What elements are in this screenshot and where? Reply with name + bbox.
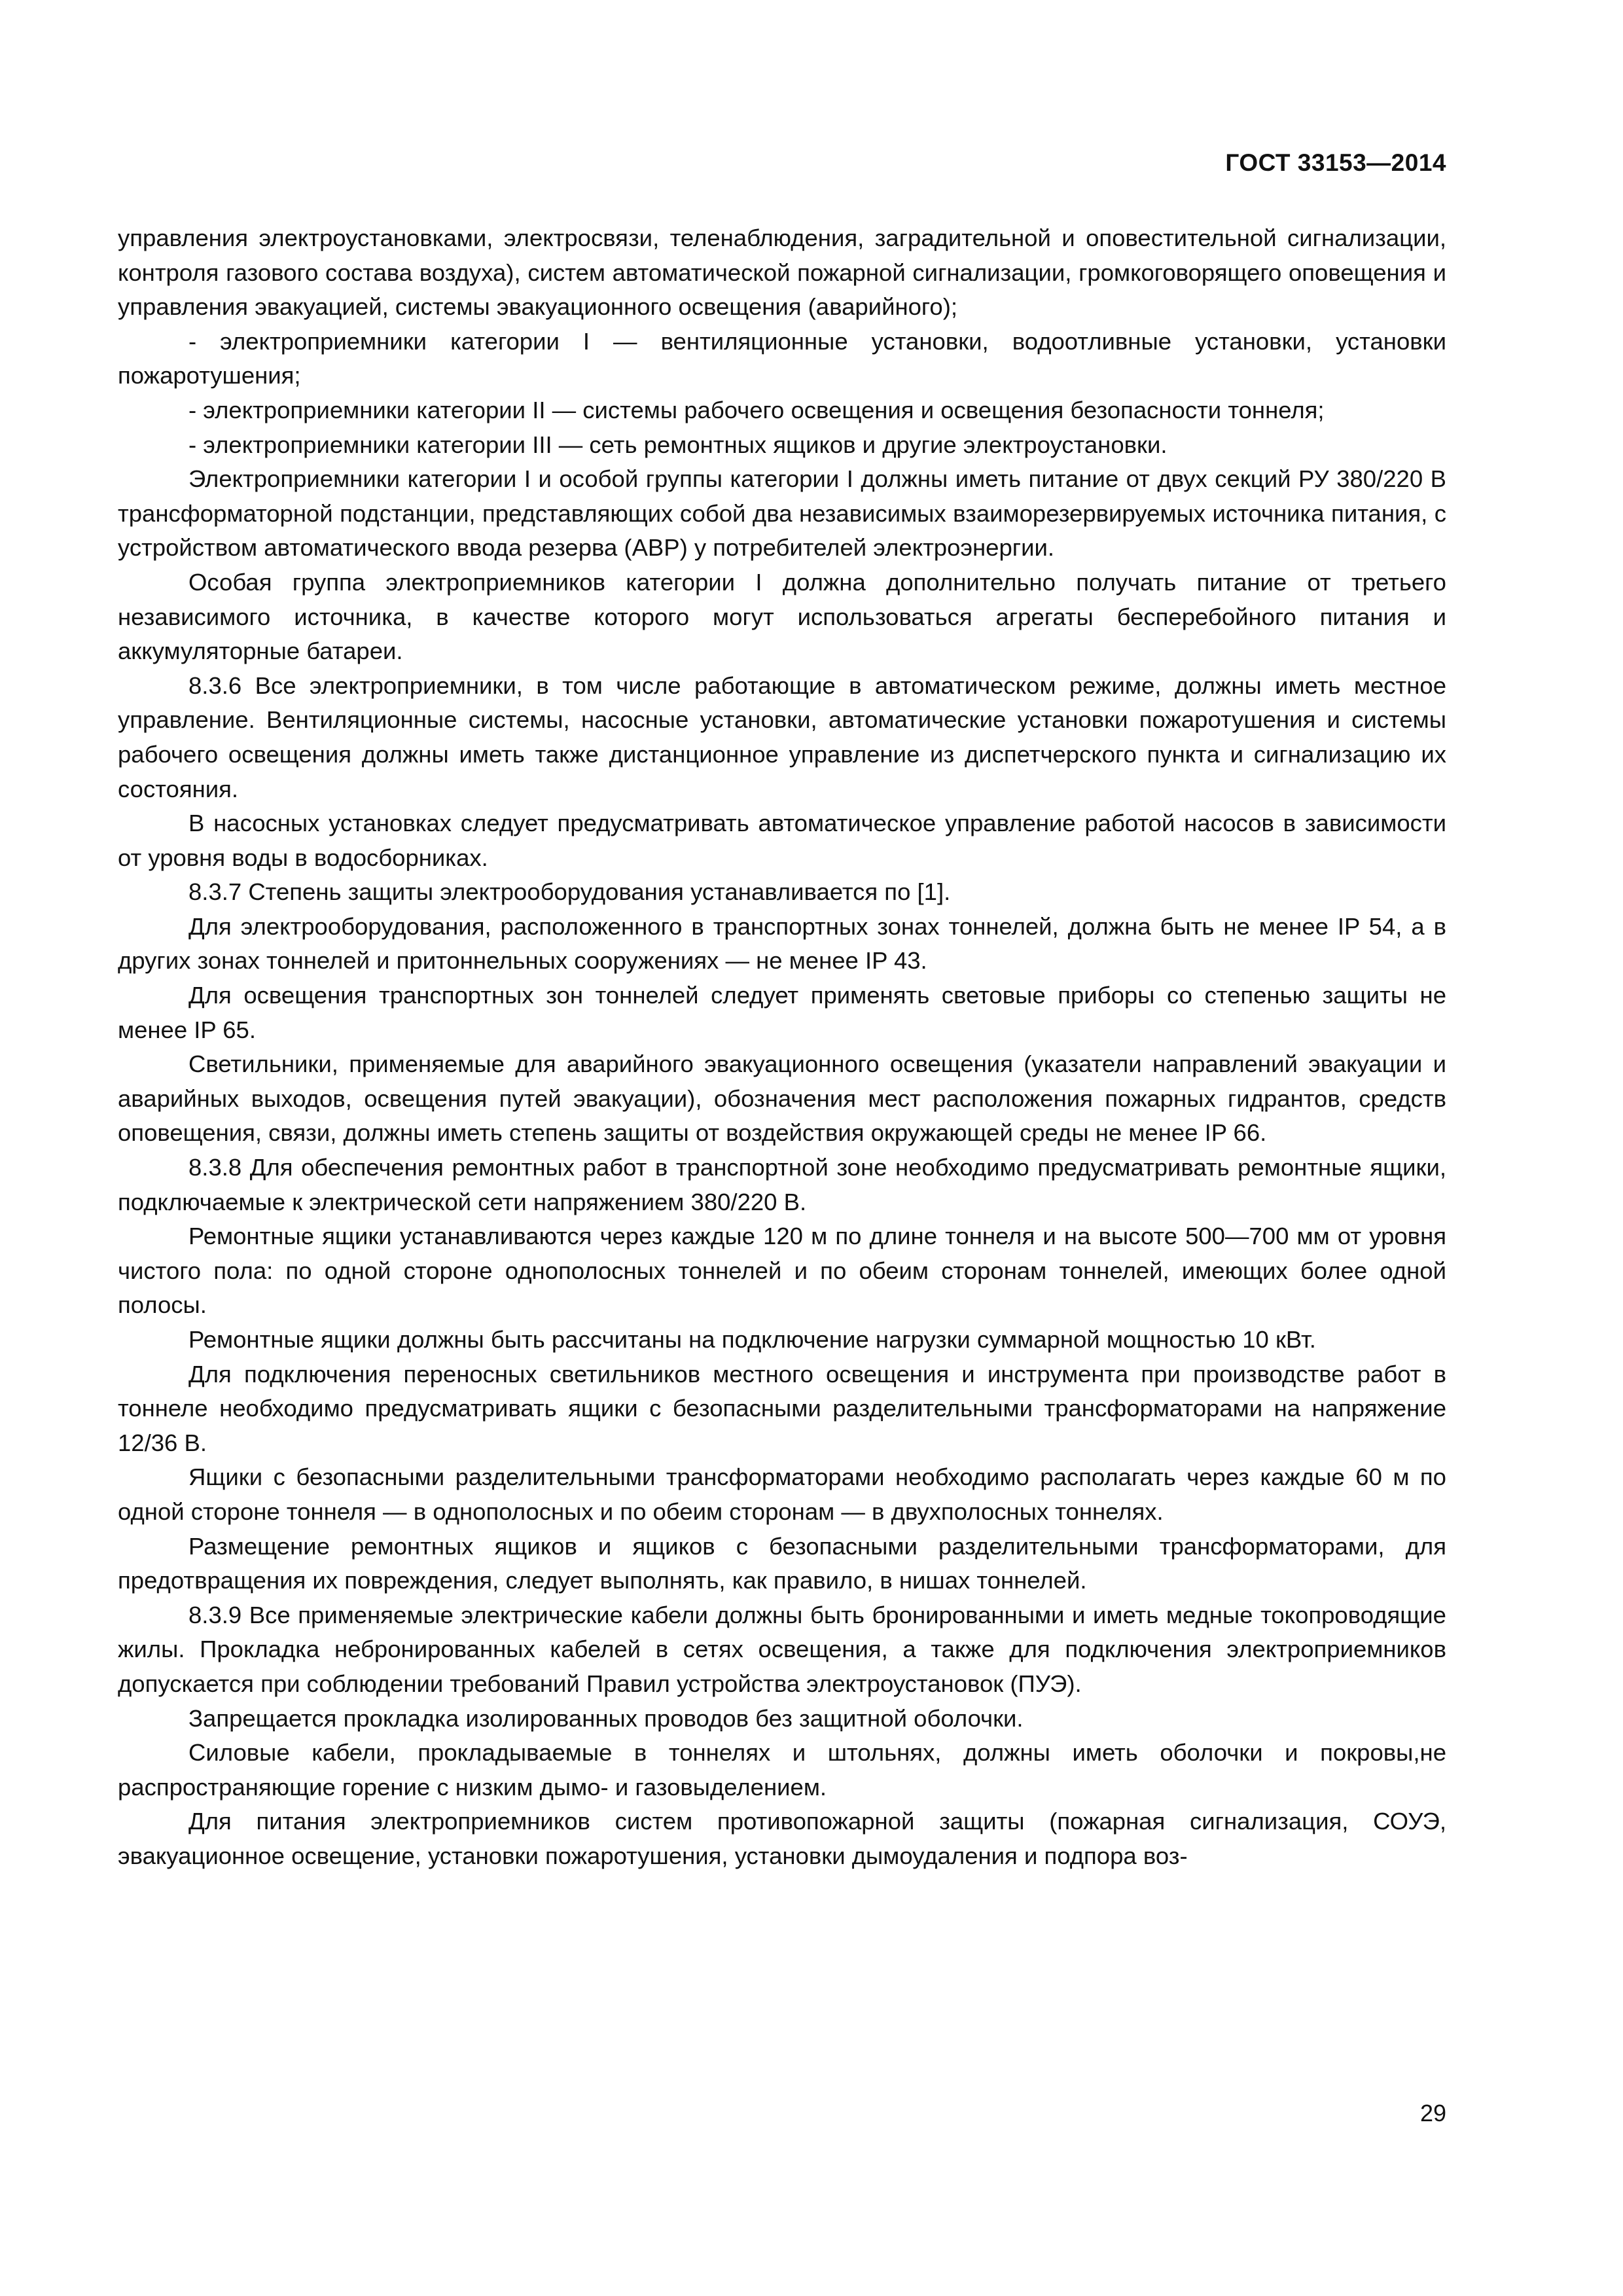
paragraph: 8.3.7 Степень защиты электрооборудования устанавливается по [1].: [188, 878, 951, 906]
list-item: - электроприемники категории II — системы рабочего освещения и освещения безопасности тоннеля;: [188, 396, 1325, 423]
document-header: ГОСТ 33153—2014: [1225, 149, 1446, 176]
paragraph: Запрещается прокладка изолированных проводов без защитной оболочки.: [188, 1704, 1024, 1732]
paragraph: Силовые кабели, прокладываемые в тоннелях и штольнях, должны иметь оболочки и покровы,не распространяющие горение с низким дымо- и газовыделением.: [118, 1739, 1446, 1801]
paragraph: 8.3.9 Все применяемые электрические кабели должны быть бронированными и иметь медные токопроводящие жилы. Прокладка небронированных кабелей в сетях освещения, а также для подключения электроприемников допускается при соблюдении требований Правил устройства электроустановок (ПУЭ).: [118, 1601, 1446, 1697]
paragraph: Для подключения переносных светильников местного освещения и инструмента при производстве работ в тоннеле необходимо предусматривать ящики с безопасными разделительными трансформаторами на напряжение 12/36 В.: [118, 1360, 1446, 1456]
paragraph: Для питания электроприемников систем противопожарной защиты (пожарная сигнализация, СОУЭ, эвакуационное освещение, установки пожаротушения, установки дымоудаления и подпора воз-: [118, 1808, 1446, 1869]
paragraph: Ремонтные ящики устанавливаются через каждые 120 м по длине тоннеля и на высоте 500—700 мм от уровня чистого пола: по одной стороне однополосных тоннелей и по обеим сторонам тоннелей, имеющих более одной полосы.: [118, 1223, 1446, 1319]
paragraph: Размещение ремонтных ящиков и ящиков с безопасными разделительными трансформаторами, для предотвращения их повреждения, следует выполнять, как правило, в нишах тоннелей.: [118, 1532, 1446, 1594]
list-item: - электроприемники категории III — сеть ремонтных ящиков и другие электроустановки.: [188, 431, 1168, 458]
paragraph: В насосных установках следует предусматривать автоматическое управление работой насосов в зависимости от уровня воды в водосборниках.: [118, 810, 1446, 871]
paragraph: Светильники, применяемые для аварийного эвакуационного освещения (указатели направлений эвакуации и аварийных выходов, освещения путей эвакуации), обозначения мест расположения пожарных гидрантов, средств оповещения, связи, должны иметь степень защиты от воздействия окружающей среды не менее IP 66.: [118, 1050, 1446, 1147]
paragraph: управления электроустановками, электросвязи, теленаблюдения, заградительной и оповестительной сигнализации, контроля газового состава воздуха), систем автоматической пожарной сигнализации, громкоговорящего оповещения и управления эвакуацией, системы эвакуационного освещения (аварийного);: [118, 224, 1446, 321]
paragraph: 8.3.6 Все электроприемники, в том числе работающие в автоматическом режиме, должны иметь местное управление. Вентиляционные системы, насосные установки, автоматические установки пожаротушения и системы рабочего освещения должны иметь также дистанционное управление из диспетчерского пункта и сигнализацию их состояния.: [118, 672, 1446, 802]
paragraph: Особая группа электроприемников категории I должна дополнительно получать питание от третьего независимого источника, в качестве которого могут использоваться агрегаты бесперебойного питания и аккумуляторные батареи.: [118, 568, 1446, 665]
document-body: [118, 221, 1446, 1874]
paragraph: Для электрооборудования, расположенного в транспортных зонах тоннелей, должна быть не менее IP 54, а в других зонах тоннелей и притоннельных сооружениях — не менее IP 43.: [118, 912, 1446, 975]
paragraph: Электроприемники категории I и особой группы категории I должны иметь питание от двух секций РУ 380/220 В трансформаторной подстанции, представляющих собой два независимых взаиморезервируемых источника питания, с устройством автоматического ввода резерва (АВР) у потребителей электроэнергии.: [118, 465, 1446, 562]
paragraph: Для освещения транспортных зон тоннелей следует применять световые приборы со степенью защиты не менее IP 65.: [118, 982, 1446, 1043]
paragraph: Ремонтные ящики должны быть рассчитаны на подключение нагрузки суммарной мощностью 10 кВт.: [188, 1326, 1316, 1353]
paragraph: Ящики с безопасными разделительными трансформаторами необходимо располагать через каждые 60 м по одной стороне тоннеля — в однополосных и по обеим сторонам — в двухполосных тоннелях.: [118, 1463, 1446, 1525]
page-number: 29: [1419, 2100, 1446, 2126]
list-item: - электроприемники категории I — вентиляционные установки, водоотливные установки, установки пожаротушения;: [118, 327, 1446, 389]
paragraph: 8.3.8 Для обеспечения ремонтных работ в транспортной зоне необходимо предусматривать ремонтные ящики, подключаемые к электрической сети напряжением 380/220 В.: [118, 1154, 1446, 1215]
